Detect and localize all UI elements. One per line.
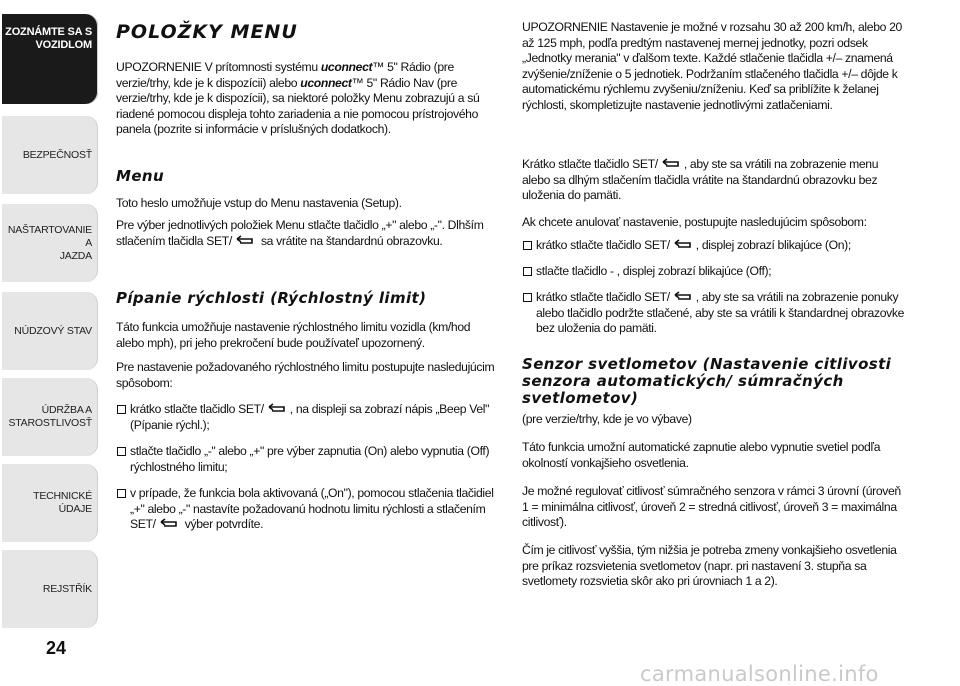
section-title: POLOŽKY MENU — [116, 21, 298, 43]
cancel-paragraph: Ak chcete anulovať nastavenie, postupujte nasledujúcim spôsobom: — [522, 215, 867, 229]
tab-introduction[interactable]: ZOZNÁMTE SA S VOZIDLOM — [2, 14, 98, 104]
list-item: krátko stlačte tlačidlo SET/ , aby ste sa vrátili na zobrazenie ponuky alebo tlačidlo podržte stlačené, aby ste sa vrátili k štandardnej obrazovke bez uloženia do pamäti. — [522, 290, 907, 337]
back-arrow-icon — [234, 235, 256, 246]
list-item: stlačte tlačidlo „-" alebo „+" pre výber zapnutia (On) alebo vypnutia (Off) rýchlostného limitu; — [116, 444, 496, 475]
list-item: stlačte tlačidlo - , displej zobrazí blikajúce (Off); — [522, 264, 907, 280]
return-paragraph: Krátko stlačte tlačidlo SET/ , aby ste sa vrátili na zobrazenie menu alebo sa dlhým stlačením tlačidla vrátite na štandardnú obrazovku bez uloženia do pamäti. — [522, 157, 879, 203]
back-arrow-icon — [660, 158, 682, 169]
menu-heading: Menu — [116, 167, 165, 185]
tab-maintenance[interactable]: ÚDRŽBA A STAROSTLIVOSŤ — [2, 378, 98, 456]
menu-paragraph-2: Pre výber jednotlivých položiek Menu stlačte tlačidlo „+" alebo „-". Dlhším stlačením tlačidla SET/ sa vrátite na štandardnú obrazovku. — [116, 218, 484, 248]
tab-safety[interactable]: BEZPEČNOSŤ — [2, 116, 98, 194]
tab-index[interactable]: REJSTŘÍK — [2, 550, 98, 628]
list-item: krátko stlačte tlačidlo SET/ , displej zobrazí blikajúce (On); — [522, 238, 907, 254]
chapter-sidebar — [0, 0, 100, 686]
back-arrow-icon — [266, 403, 288, 414]
watermark: carmanualsonline.info — [640, 662, 879, 686]
speed-paragraph-1: Táto funkcia umožňuje nastavenie rýchlostného limitu vozidla (km/hod alebo mph), pri jeho prekročení bude používateľ upozornený. — [116, 320, 471, 350]
sensor-paragraph-1: Táto funkcia umožní automatické zapnutie alebo vypnutie svetiel podľa okolností vonkajšieho osvetlenia. — [522, 440, 881, 470]
sensor-paragraph-2: Je možné regulovať citlivosť súmračného senzora v rámci 3 úrovní (úroveň 1 = minimálna citlivosť, úroveň 2 = stredná citlivosť, úroveň 3 = maximálna citlivosť). — [522, 484, 901, 530]
warning-paragraph: UPOZORNENIE Nastavenie je možné v rozsahu 30 až 200 km/h, alebo 20 až 125 mph, podľa predtým nastavenej mernej jednotky, pozri odsek „Jednotky merania" v ďalšom texte. Každé stlačenie tlačidla +/– znamená zvýšenie/zníženie o 5 jednotiek. Podržaním stlačeného tlačidla +/– dôjde k automatickému rýchlemu zvyšeniu/zníženiu. Keď sa priblížite k želanej rýchlosti, skompletizujte nastavenie jednotlivými zatlačeniami. — [522, 20, 902, 112]
sensor-subtitle: (pre verzie/trhy, kde je vo výbave) — [522, 412, 692, 426]
list-item: v prípade, že funkcia bola aktivovaná („On"), pomocou stlačenia tlačidiel „+" alebo „-" nastavíte požadovanú hodnotu limitu rýchlosti a stlačením SET/ výber potvrdíte. — [116, 486, 496, 533]
tab-emergency[interactable]: NÚDZOVÝ STAV — [2, 292, 98, 370]
back-arrow-icon — [158, 518, 180, 529]
speed-beep-heading: Pípanie rýchlosti (Rýchlostný limit) — [116, 289, 427, 307]
menu-paragraph-1: Toto heslo umožňuje vstup do Menu nastavenia (Setup). — [116, 196, 402, 210]
back-arrow-icon — [672, 239, 694, 250]
sensor-paragraph-3: Čím je citlivosť vyššia, tým nižšia je potreba zmeny vonkajšieho osvetlenia pre príkaz rozsvietenia svetlometov (napr. pri nastavení 3. stupňa sa svetlomety rozsvietia skôr ako pri úrovniach 1 a 2). — [522, 543, 897, 589]
speed-paragraph-2: Pre nastavenie požadovaného rýchlostného limitu postupujte nasledujúcim spôsobom: — [116, 360, 495, 390]
tab-technical-data[interactable]: TECHNICKÉ ÚDAJE — [2, 464, 98, 542]
sensor-heading: Senzor svetlometov (Nastavenie citlivosti senzora automatických/ súmračných svetlometov) — [522, 355, 892, 407]
back-arrow-icon — [672, 291, 694, 302]
list-item: krátko stlačte tlačidlo SET/ , na displeji sa zobrazí nápis „Beep Vel" (Pípanie rýchl.); — [116, 402, 496, 433]
tab-starting-driving[interactable]: NAŠTARTOVANIE A JAZDA — [2, 204, 98, 282]
page-number: 24 — [46, 638, 67, 658]
intro-paragraph: UPOZORNENIE V prítomnosti systému uconnect™ 5" Rádio (pre verzie/trhy, kde je k dispozícii) alebo uconnect™ 5" Rádio Nav (pre verzie/trhy, kde je k dispozícii), sa niektoré položky Menu zobrazujú a sú riadené pomocou displeja tohto zariadenia a nie pomocou prístrojového panela (pozrite si informácie v príslušných dodatkoch). — [116, 60, 480, 137]
